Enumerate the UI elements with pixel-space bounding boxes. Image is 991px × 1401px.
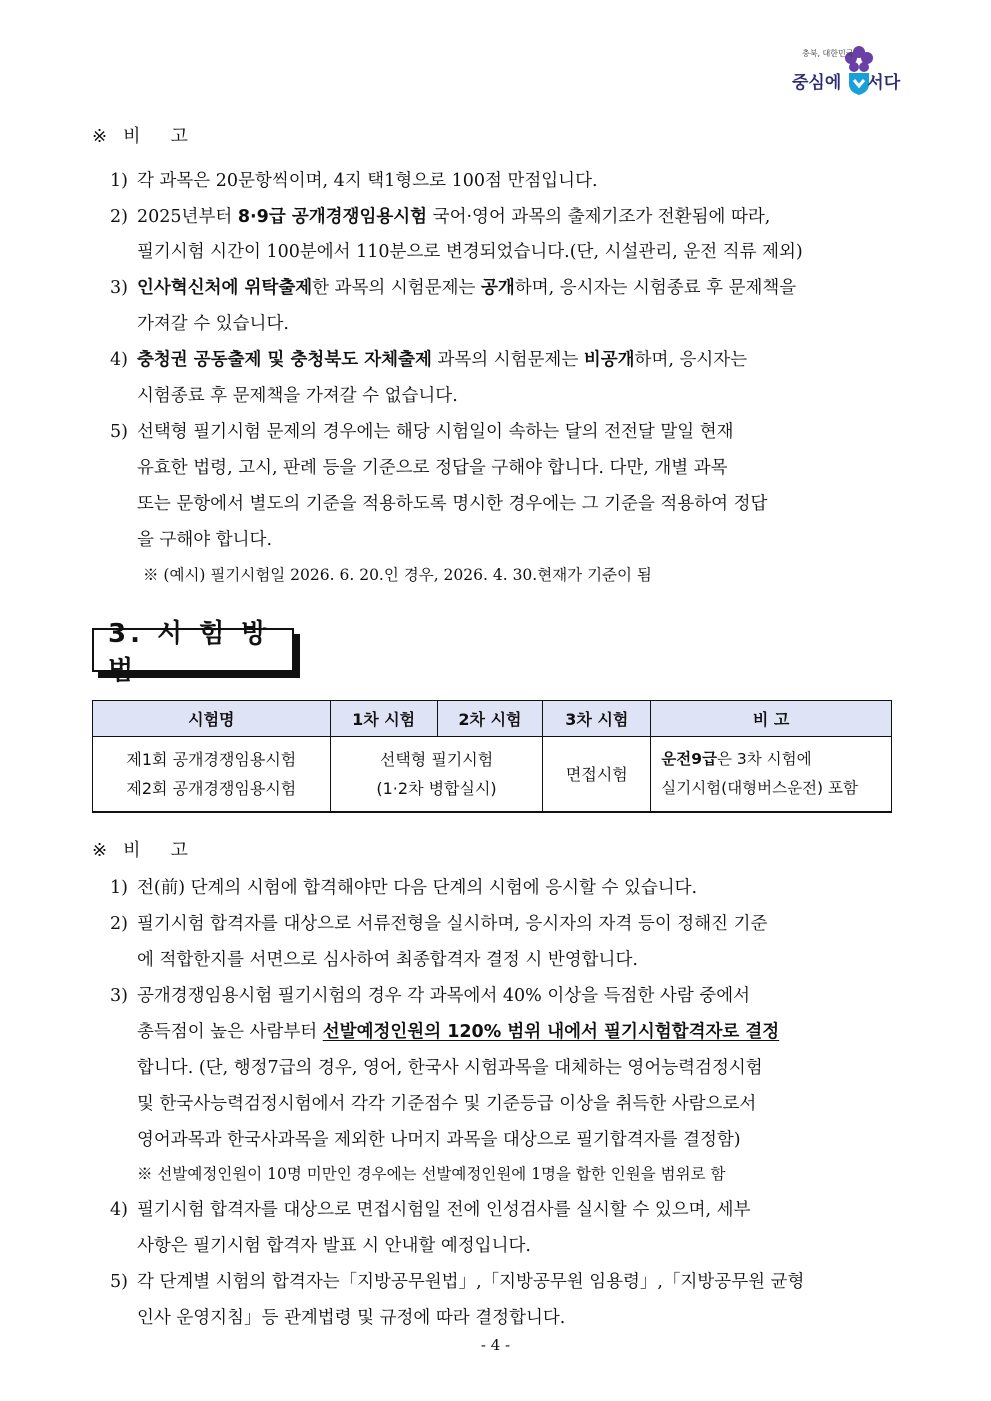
note2-item-5-cont: 인사 운영지침」등 관계법령 및 규정에 따라 결정합니다. bbox=[137, 1308, 566, 1328]
note-item-2-cont: 필기시험 시간이 100분에서 110분으로 변경되었습니다.(단, 시설관리, 운전 직류 제외) bbox=[137, 242, 803, 262]
note2-item-5: 5) 각 단계별 시험의 합격자는「지방공무원법」,「지방공무원 임용령」,「지방공무원 균형 bbox=[110, 1272, 805, 1292]
logo bbox=[792, 44, 912, 100]
note2-item-4: 4) 필기시험 합격자를 대상으로 면접시험일 전에 인성검사를 실시할 수 있으며, 세부 bbox=[110, 1200, 751, 1220]
note-item-5-line2: 유효한 법령, 고시, 판례 등을 기준으로 정답을 구해야 합니다. 다만, 개별 과목 bbox=[137, 458, 728, 478]
col-third-exam: 3차 시험 bbox=[543, 701, 651, 737]
exam-method-table bbox=[92, 700, 892, 813]
logo-subtitle: 충북, 대한민국 bbox=[802, 49, 854, 58]
note2-item-3: 3) 공개경쟁임용시험 필기시험의 경우 각 과목에서 40% 이상을 득점한 사람 중에서 bbox=[110, 986, 751, 1006]
cell-exam-names: 제1회 공개경쟁임용시험 제2회 공개경쟁임용시험 bbox=[93, 737, 331, 813]
note2-item-2-cont: 에 적합한지를 서면으로 심사하여 최종합격자 결정 시 반영합니다. bbox=[137, 950, 638, 970]
table-header-row bbox=[93, 701, 892, 737]
note-item-5-example: ※ (예시) 필기시험일 2026. 6. 20.인 경우, 2026. 4. 30.현재가 기준이 됨 bbox=[143, 566, 652, 584]
note-item-4-cont: 시험종료 후 문제책을 가져갈 수 없습니다. bbox=[137, 386, 458, 406]
page-number: - 4 - bbox=[480, 1336, 511, 1354]
cell-interview: 면접시험 bbox=[543, 737, 651, 813]
note-heading: ※ 비 고 bbox=[92, 126, 190, 147]
note2-item-1: 1) 전(前) 단계의 시험에 합격해야만 다음 단계의 시험에 응시할 수 있습니다. bbox=[110, 878, 698, 898]
table-row bbox=[93, 737, 892, 813]
note-item-3-cont: 가져갈 수 있습니다. bbox=[137, 314, 289, 334]
note2-heading: ※ 비 고 bbox=[92, 840, 190, 861]
note2-item-3-note: ※ 선발예정인원이 10명 미만인 경우에는 선발예정인원에 1명을 합한 인원을 범위로 함 bbox=[137, 1165, 726, 1183]
note-item-5-line3: 또는 문항에서 별도의 기준을 적용하도록 명시한 경우에는 그 기준을 적용하여 정답 bbox=[137, 494, 768, 514]
note-item-3: 3) 인사혁신처에 위탁출제한 과목의 시험문제는 공개하며, 응시자는 시험종료 후 문제책을 bbox=[110, 278, 797, 298]
col-exam-name: 시험명 bbox=[93, 701, 331, 737]
cell-remarks: 운전9급은 3차 시험에 실기시험(대형버스운전) 포함 bbox=[651, 737, 892, 813]
note-item-2: 2) 2025년부터 8·9급 공개경쟁임용시험 국어·영어 과목의 출제기조가 전환됨에 따라, bbox=[110, 207, 771, 227]
section-title: 3. 시 험 방 법 bbox=[92, 628, 294, 672]
note2-item-4-cont: 사항은 필기시험 합격자 발표 시 안내할 예정입니다. bbox=[137, 1236, 531, 1256]
cell-written-exam: 선택형 필기시험 (1·2차 병합실시) bbox=[330, 737, 543, 813]
col-first-exam: 1차 시험 bbox=[330, 701, 437, 737]
note2-item-3-line4: 및 한국사능력검정시험에서 각각 기준점수 및 기준등급 이상을 취득한 사람으로서 bbox=[137, 1094, 757, 1114]
note-item-4: 4) 충청권 공동출제 및 충청북도 자체출제 과목의 시험문제는 비공개하며, 응시자는 bbox=[110, 350, 748, 370]
note-item-1: 1) 각 과목은 20문항씩이며, 4지 택1형으로 100점 만점입니다. bbox=[110, 171, 598, 191]
note2-item-3-line2: 총득점이 높은 사람부터 선발예정인원의 120% 범위 내에서 필기시험합격자로 결정 bbox=[137, 1022, 780, 1042]
note2-item-2: 2) 필기시험 합격자를 대상으로 서류전형을 실시하며, 응시자의 자격 등이 정해진 기준 bbox=[110, 914, 768, 934]
col-remarks: 비 고 bbox=[651, 701, 892, 737]
note-item-5-line4: 을 구해야 합니다. bbox=[137, 530, 273, 550]
note-item-5: 5) 선택형 필기시험 문제의 경우에는 해당 시험일이 속하는 달의 전전달 말일 현재 bbox=[110, 422, 734, 442]
note2-item-3-line3: 합니다. (단, 행정7급의 경우, 영어, 한국사 시험과목을 대체하는 영어능력검정시험 bbox=[137, 1058, 763, 1078]
col-second-exam: 2차 시험 bbox=[437, 701, 543, 737]
logo-text: 중심에 서다 bbox=[792, 73, 901, 93]
note2-item-3-line5: 영어과목과 한국사과목을 제외한 나머지 과목을 대상으로 필기합격자를 결정함) bbox=[137, 1130, 741, 1150]
